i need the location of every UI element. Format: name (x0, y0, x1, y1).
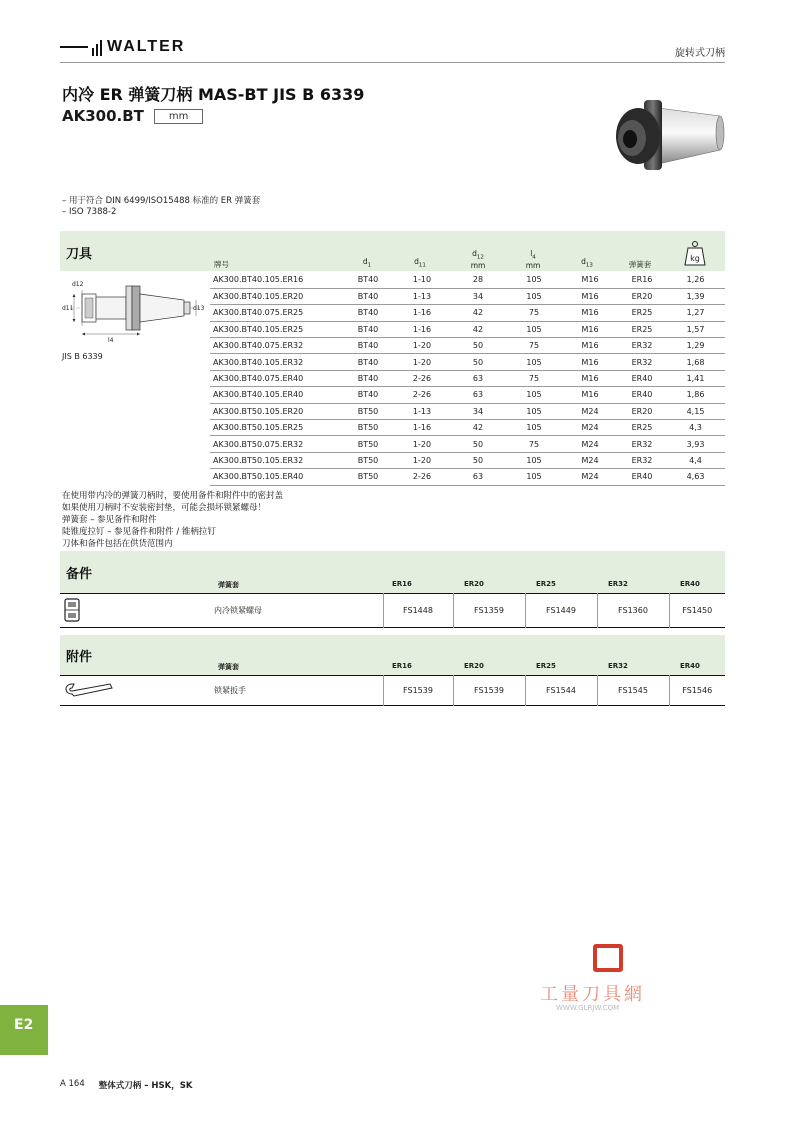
table-cell: AK300.BT40.105.ER25 (210, 321, 342, 337)
col-head-d11: $d_{11}$ (414, 257, 426, 269)
table-cell: 1-20 (394, 452, 450, 468)
table-row (210, 321, 725, 337)
accessory-item-name: 锁紧扳手 (214, 686, 246, 695)
table-cell: 105 (506, 354, 562, 370)
table-cell: 1-10 (394, 272, 450, 288)
table-cell: M16 (562, 387, 618, 403)
acc-header-er20: ER20 (464, 662, 484, 670)
table-cell: 75 (506, 305, 562, 321)
table-cell: 4,4 (666, 452, 725, 468)
table-cell: 2-26 (394, 370, 450, 386)
table-cell: BT40 (342, 338, 394, 354)
watermark-url: WWW.GLRJW.COM (556, 1004, 620, 1012)
table-cell: 105 (506, 452, 562, 468)
accessory-value: FS1539 (453, 676, 525, 706)
spare-parts-table (60, 593, 725, 628)
watermark (538, 940, 674, 1020)
table-cell: M16 (562, 370, 618, 386)
table-cell: 1,26 (666, 272, 725, 288)
table-cell: M16 (562, 338, 618, 354)
col-head-d13: $d_{13}$ (581, 257, 593, 269)
table-cell: 50 (450, 354, 506, 370)
table-row (210, 338, 725, 354)
acc-header-er25: ER25 (536, 662, 556, 670)
tools-section-title: 刀具 (66, 247, 93, 262)
table-cell: 34 (450, 288, 506, 304)
table-cell: 63 (450, 370, 506, 386)
table-cell: BT50 (342, 420, 394, 436)
footer-section: 整体式刀柄 – HSK，SK (98, 1081, 193, 1091)
table-cell: BT40 (342, 305, 394, 321)
table-cell: 1,41 (666, 370, 725, 386)
svg-text:kg: kg (690, 254, 700, 263)
table-cell: 4,15 (666, 403, 725, 419)
table-cell: AK300.BT50.105.ER25 (210, 420, 342, 436)
table-cell: 42 (450, 321, 506, 337)
table-cell: 1-13 (394, 403, 450, 419)
logo-bars (92, 38, 104, 56)
brand-name: WALTER (107, 38, 186, 55)
spare-value: FS1449 (525, 594, 597, 628)
accessories-collet-label: 弹簧套 (218, 663, 239, 671)
table-cell: BT50 (342, 403, 394, 419)
acc-header-er16: ER16 (392, 662, 412, 670)
table-cell: ER40 (618, 469, 666, 485)
table-cell: M16 (562, 305, 618, 321)
product-code-text: AK300.BT (62, 107, 144, 125)
table-cell: 1,57 (666, 321, 725, 337)
table-cell: AK300.BT40.075.ER32 (210, 338, 342, 354)
page-number: A 164 (60, 1079, 85, 1089)
table-cell: 1,86 (666, 387, 725, 403)
accessory-value: FS1546 (669, 676, 725, 706)
accessory-value: FS1544 (525, 676, 597, 706)
chapter-tab-label: E2 (14, 1017, 34, 1033)
table-cell: 42 (450, 305, 506, 321)
table-cell: 105 (506, 420, 562, 436)
table-cell: AK300.BT40.105.ER20 (210, 288, 342, 304)
table-cell: M16 (562, 354, 618, 370)
table-cell: 75 (506, 370, 562, 386)
table-cell: M16 (562, 321, 618, 337)
hook-wrench-icon (60, 676, 210, 706)
col-head-d12: $d_{12}$ mm (470, 249, 486, 270)
table-cell: AK300.BT40.075.ER25 (210, 305, 342, 321)
table-row (210, 305, 725, 321)
table-cell: 2-26 (394, 387, 450, 403)
spare-header-er16: ER16 (392, 580, 412, 588)
feature-list (62, 196, 260, 218)
header-divider (60, 62, 725, 63)
table-cell: 1,27 (666, 305, 725, 321)
table-cell: BT40 (342, 321, 394, 337)
table-row (210, 469, 725, 485)
watermark-text: 工量刀具網 (540, 984, 645, 1005)
spare-parts-collet-label: 弹簧套 (218, 581, 239, 589)
spare-header-er20: ER20 (464, 580, 484, 588)
table-cell: 50 (450, 436, 506, 452)
table-cell: 4,3 (666, 420, 725, 436)
table-row (210, 288, 725, 304)
spare-header-er40: ER40 (680, 580, 700, 588)
usage-notes (62, 490, 283, 550)
table-cell: 1,68 (666, 354, 725, 370)
table-cell: ER16 (618, 272, 666, 288)
logo-line (60, 46, 88, 48)
spare-header-er25: ER25 (536, 580, 556, 588)
unit-badge: mm (154, 109, 203, 124)
table-cell: 105 (506, 272, 562, 288)
category-label: 旋转式刀柄 (675, 48, 725, 59)
table-cell: 2-26 (394, 469, 450, 485)
accessory-value: FS1545 (597, 676, 669, 706)
table-cell: 1,39 (666, 288, 725, 304)
table-cell: 75 (506, 436, 562, 452)
lock-nut-icon (60, 594, 210, 628)
table-cell: BT40 (342, 272, 394, 288)
table-cell: 105 (506, 387, 562, 403)
table-cell: 42 (450, 420, 506, 436)
table-cell: AK300.BT50.105.ER40 (210, 469, 342, 485)
spare-value: FS1359 (453, 594, 525, 628)
col-head-d1: $d_1$ (362, 257, 372, 269)
drawing-caption: JIS B 6339 (62, 352, 103, 361)
table-row (210, 387, 725, 403)
note-line: 陡锥度拉钉 – 参见备件和附件 / 锥柄拉钉 (62, 527, 216, 537)
page-title: 内冷 ER 弹簧刀柄 MAS-BT JIS B 6339 (62, 85, 365, 104)
accessories-title: 附件 (66, 650, 93, 665)
svg-text:d13: d13 (193, 305, 205, 312)
table-cell: 1-20 (394, 338, 450, 354)
table-cell: M24 (562, 452, 618, 468)
table-cell: ER25 (618, 305, 666, 321)
table-cell: 34 (450, 403, 506, 419)
table-cell: 50 (450, 452, 506, 468)
spare-parts-title: 备件 (66, 567, 93, 582)
table-cell: AK300.BT50.105.ER20 (210, 403, 342, 419)
table-cell: 75 (506, 338, 562, 354)
feature-item: – ISO 7388-2 (62, 207, 117, 217)
table-row (210, 354, 725, 370)
table-cell: ER25 (618, 321, 666, 337)
table-cell: M24 (562, 469, 618, 485)
table-cell: 1,29 (666, 338, 725, 354)
spare-item-name: 内冷锁紧螺母 (214, 606, 262, 615)
col-head-collet: 弹簧套 (628, 260, 652, 269)
table-cell: 63 (450, 387, 506, 403)
table-cell: BT40 (342, 354, 394, 370)
accessories-table (60, 675, 725, 706)
table-cell: BT40 (342, 288, 394, 304)
table-cell: BT40 (342, 370, 394, 386)
chapter-tab (0, 1005, 48, 1055)
page-footer (60, 1079, 192, 1091)
table-cell: ER20 (618, 403, 666, 419)
table-cell: M24 (562, 420, 618, 436)
table-row (210, 272, 725, 288)
table-cell: 1-16 (394, 420, 450, 436)
table-cell: 4,63 (666, 469, 725, 485)
svg-text:d12: d12 (72, 281, 84, 288)
table-cell: M16 (562, 288, 618, 304)
table-cell: ER40 (618, 370, 666, 386)
table-cell: 105 (506, 288, 562, 304)
weight-icon (684, 240, 706, 266)
table-row (210, 370, 725, 386)
col-head-code: 牌号 (214, 260, 229, 269)
table-row (210, 452, 725, 468)
table-cell: 28 (450, 272, 506, 288)
note-line: 在使用带内冷的弹簧刀柄时，要使用备件和附件中的密封盖 (62, 491, 284, 501)
feature-item: – 用于符合 DIN 6499/ISO15488 标准的 ER 弹簧套 (62, 196, 261, 206)
table-cell: 3,93 (666, 436, 725, 452)
table-cell: BT50 (342, 452, 394, 468)
table-cell: ER32 (618, 338, 666, 354)
note-line: 刀体和备件包括在供货范围内 (62, 539, 173, 549)
table-cell: ER40 (618, 387, 666, 403)
tools-table (210, 272, 725, 486)
table-cell: M24 (562, 403, 618, 419)
table-cell: AK300.BT40.105.ER32 (210, 354, 342, 370)
note-line: 如果使用刀柄时不安装密封垫，可能会损坏锁紧螺母！ (62, 503, 267, 513)
table-cell: AK300.BT40.075.ER40 (210, 370, 342, 386)
table-cell: 105 (506, 321, 562, 337)
watermark-logo (593, 944, 623, 972)
svg-text:l4: l4 (108, 337, 114, 344)
table-cell: ER25 (618, 420, 666, 436)
table-cell: BT40 (342, 387, 394, 403)
spare-value: FS1448 (383, 594, 453, 628)
table-cell: M16 (562, 272, 618, 288)
table-cell: ER32 (618, 436, 666, 452)
table-cell: 105 (506, 469, 562, 485)
table-cell: ER20 (618, 288, 666, 304)
table-cell: M24 (562, 436, 618, 452)
walter-logo (60, 38, 185, 56)
table-cell: 1-20 (394, 436, 450, 452)
tool-holder-image (608, 86, 728, 176)
table-cell: ER32 (618, 354, 666, 370)
spare-value: FS1360 (597, 594, 669, 628)
spare-value: FS1450 (669, 594, 725, 628)
table-cell: 105 (506, 403, 562, 419)
table-cell: AK300.BT50.075.ER32 (210, 436, 342, 452)
table-cell: 1-20 (394, 354, 450, 370)
table-cell: ER32 (618, 452, 666, 468)
table-cell: BT50 (342, 436, 394, 452)
col-head-l4: $l_4$ mm (525, 249, 541, 270)
table-row (210, 403, 725, 419)
product-code (62, 107, 203, 125)
acc-header-er32: ER32 (608, 662, 628, 670)
acc-header-er40: ER40 (680, 662, 700, 670)
table-cell: 1-16 (394, 305, 450, 321)
tool-drawing (62, 278, 212, 348)
svg-text:d11: d11 (62, 305, 74, 312)
table-cell: 63 (450, 469, 506, 485)
table-cell: AK300.BT40.105.ER40 (210, 387, 342, 403)
accessory-value: FS1539 (383, 676, 453, 706)
note-line: 弹簧套 – 参见备件和附件 (62, 515, 157, 525)
table-cell: 50 (450, 338, 506, 354)
table-cell: 1-13 (394, 288, 450, 304)
table-row (210, 436, 725, 452)
table-cell: BT50 (342, 469, 394, 485)
table-row (210, 420, 725, 436)
table-cell: AK300.BT40.105.ER16 (210, 272, 342, 288)
spare-header-er32: ER32 (608, 580, 628, 588)
table-cell: AK300.BT50.105.ER32 (210, 452, 342, 468)
table-cell: 1-16 (394, 321, 450, 337)
